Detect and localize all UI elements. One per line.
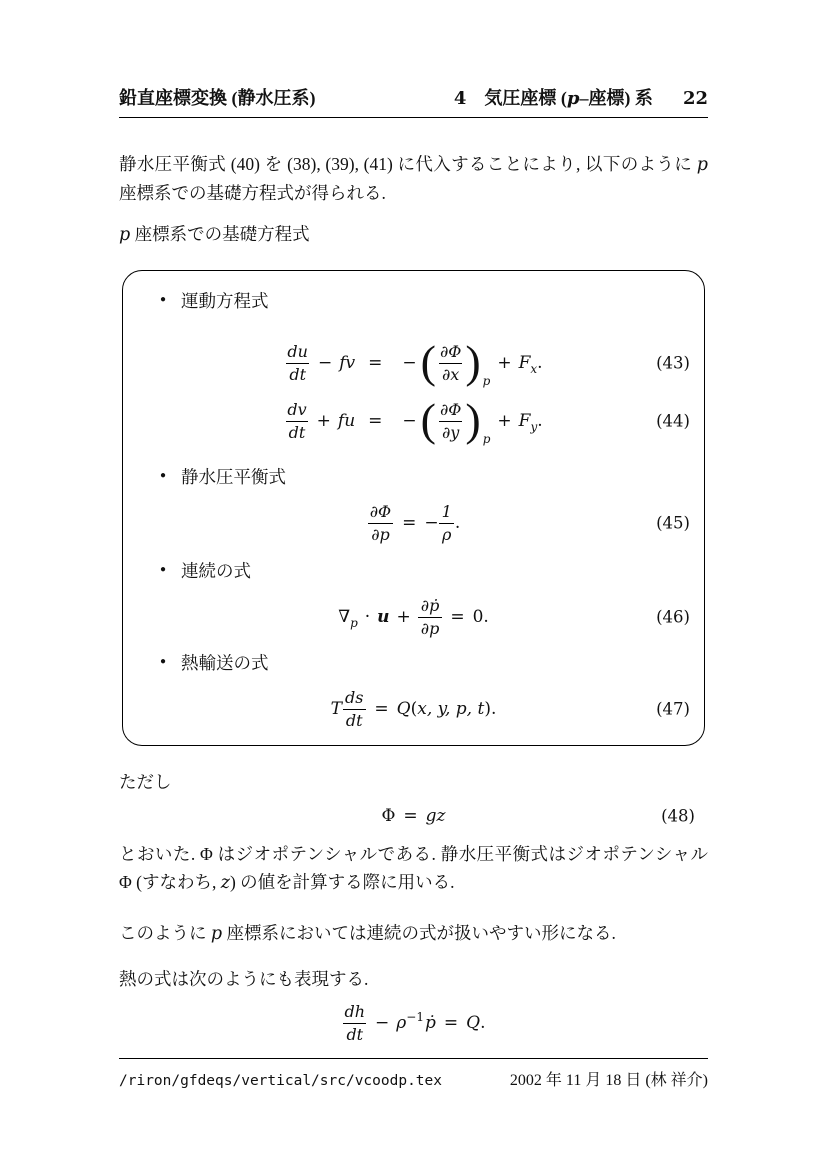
- subscript-y: y: [530, 420, 538, 434]
- bullet-label-continuity: 連続の式: [181, 560, 252, 581]
- section-title-p-italic: p: [566, 88, 580, 109]
- bullet-label-heat-transport: 熱輸送の式: [181, 652, 269, 673]
- open-paren: (: [420, 393, 436, 445]
- footer-date-author: 2002 年 11 月 18 日 (林 祥介): [509, 1072, 708, 1089]
- equation-43: [123, 335, 704, 391]
- close-paren: ): [465, 335, 481, 387]
- nabla-subscript-p: p: [350, 616, 358, 630]
- equation-46: [123, 591, 704, 643]
- period: .: [483, 607, 489, 627]
- term-Q: Q: [466, 1013, 481, 1033]
- section-title: [484, 84, 653, 110]
- open-paren: (: [410, 699, 418, 719]
- bullet-label-motion: 運動方程式: [181, 290, 269, 311]
- equation-47: [123, 685, 704, 733]
- equation-number-44: (44): [656, 411, 690, 431]
- frac-denominator: ∂p: [368, 523, 393, 545]
- fraction-ds-dt: [342, 688, 366, 731]
- term-rho: ρ: [396, 1013, 407, 1033]
- equation-number-43: (43): [656, 353, 690, 373]
- equation-heat: [119, 995, 708, 1051]
- term-pdot: ṗ: [425, 1013, 436, 1033]
- fraction-1-rho: [439, 502, 455, 545]
- equals-sign: =: [443, 1013, 459, 1033]
- plus-op: +: [396, 607, 411, 627]
- vector-u: u: [377, 607, 390, 627]
- bullet-label-hydrostatic: 静水圧平衡式: [181, 466, 287, 487]
- subheading-text: 座標系での基礎方程式: [130, 224, 310, 244]
- function-args: x, y, p, t: [417, 699, 485, 719]
- frac-denominator: dt: [343, 1023, 366, 1045]
- bullet-icon: ●: [160, 294, 167, 305]
- heat-note-paragraph: 熱の式は次のようにも表現する.: [119, 969, 369, 989]
- term-T: T: [330, 699, 342, 719]
- continuity-note-text-2: 座標系においては連続の式が扱いやすい形になる.: [222, 923, 616, 943]
- frac-denominator: ∂y: [439, 421, 462, 443]
- equation-44-body: [284, 393, 543, 446]
- frac-numerator: ds: [344, 687, 364, 707]
- equation-number-45: (45): [656, 513, 690, 533]
- page-header: [119, 84, 708, 118]
- equation-46-body: [338, 596, 489, 639]
- term-fu: fu: [337, 411, 356, 431]
- frac-numerator: ∂Φ: [439, 399, 462, 419]
- fraction-dpdot-dp: [418, 596, 443, 639]
- geopotential-text-1: とおいた. Φ はジオポテンシャルである. 静水圧平衡式はジオポテンシャル Φ (すなわち,: [119, 844, 708, 892]
- equation-43-body: [284, 335, 543, 388]
- equals-sign: =: [402, 513, 417, 533]
- equation-45-body: [367, 502, 460, 545]
- section-number: 4: [453, 88, 467, 109]
- frac-numerator: dv: [287, 399, 307, 419]
- page-footer: [119, 1058, 708, 1090]
- continuity-note-text-1: このように: [119, 923, 211, 943]
- var-p: p: [210, 924, 223, 944]
- frac-numerator: 1: [441, 501, 452, 521]
- fraction-dPhi-dx: [437, 342, 464, 385]
- paren-subscript-p: p: [482, 373, 491, 388]
- frac-denominator: dt: [286, 421, 309, 443]
- geopotential-paragraph: [119, 840, 708, 897]
- minus-op: −: [402, 353, 417, 373]
- minus-op: −: [402, 411, 417, 431]
- tadashi-text: ただし: [119, 772, 172, 792]
- frac-denominator: ρ: [439, 523, 454, 545]
- frac-numerator: dh: [344, 1001, 366, 1021]
- plus-op: +: [497, 353, 512, 373]
- equals-sign: =: [403, 806, 418, 826]
- frac-numerator: ∂ṗ: [420, 595, 440, 615]
- minus-op: −: [424, 513, 439, 533]
- frac-numerator: du: [287, 341, 308, 361]
- term-fv: fv: [339, 353, 356, 373]
- bullet-icon: ●: [160, 470, 167, 481]
- bullet-item-motion: [160, 287, 704, 313]
- geopotential-text-2: ) の値を計算する際に用いる.: [229, 872, 455, 892]
- equals-sign: =: [368, 353, 383, 373]
- term-F: F: [518, 353, 531, 373]
- close-paren: ): [465, 393, 481, 445]
- intro-var-p: p: [696, 155, 708, 175]
- minus-op: −: [375, 1013, 390, 1033]
- continuity-note-paragraph: [119, 919, 708, 948]
- equation-number-47: (47): [656, 699, 690, 719]
- equation-number-46: (46): [656, 607, 690, 627]
- equals-sign: =: [374, 699, 389, 719]
- footer-file-path: /riron/gfdeqs/vertical/src/vcoodp.tex: [119, 1073, 443, 1089]
- open-paren: (: [420, 335, 436, 387]
- term-gz: gz: [425, 806, 446, 826]
- superscript-minus-1: −1: [406, 1010, 424, 1024]
- bullet-item-heat-transport: [160, 649, 704, 675]
- period: .: [537, 411, 543, 431]
- fraction-dPhi-dy: [437, 400, 464, 443]
- intro-text-2: 座標系での基礎方程式が得られる.: [119, 183, 386, 203]
- intro-paragraph: [119, 150, 708, 207]
- paren-subscript-p: p: [482, 431, 491, 446]
- equals-sign: =: [450, 607, 465, 627]
- equation-48: [119, 798, 708, 834]
- period: .: [454, 513, 461, 533]
- equation-44: [123, 393, 704, 449]
- equals-sign: =: [368, 411, 383, 431]
- frac-denominator: ∂p: [418, 617, 443, 639]
- fraction-dPhi-dp: [367, 502, 394, 545]
- nabla-operator: ∇: [338, 607, 351, 627]
- equation-box: [122, 270, 705, 746]
- minus-op: −: [317, 353, 333, 373]
- close-paren: ): [484, 699, 491, 719]
- term-Phi: Φ: [381, 806, 396, 826]
- page-number: 22: [682, 88, 708, 109]
- var-z: z: [220, 873, 230, 893]
- term-Q: Q: [396, 699, 411, 719]
- period: .: [537, 353, 543, 373]
- equation-47-body: [331, 688, 497, 731]
- subheading-var-p: p: [119, 225, 131, 245]
- subscript-x: x: [530, 362, 538, 376]
- plus-op: +: [497, 411, 512, 431]
- frac-denominator: dt: [343, 709, 366, 731]
- bullet-item-continuity: [160, 557, 704, 583]
- header-right-title: [454, 84, 708, 110]
- header-left-title: 鉛直座標変換 (静水圧系): [119, 88, 316, 108]
- equation-heat-body: [342, 1002, 486, 1045]
- equation-number-48: (48): [661, 806, 695, 826]
- section-title-pre: 気圧座標 (: [484, 88, 567, 108]
- period: .: [490, 699, 497, 719]
- frac-denominator: dt: [286, 363, 309, 385]
- equation-45: [123, 497, 704, 549]
- plus-op: +: [316, 411, 331, 431]
- fraction-dv-dt: [284, 400, 309, 443]
- term-F: F: [518, 411, 531, 431]
- frac-denominator: ∂x: [439, 363, 462, 385]
- intro-text-1: 静水圧平衡式 (40) を (38), (39), (41) に代入することにより, 以下のように: [119, 154, 697, 174]
- subheading: [119, 220, 708, 249]
- frac-numerator: ∂Φ: [439, 341, 462, 361]
- bullet-icon: ●: [160, 564, 167, 575]
- dot-product-op: ·: [364, 607, 371, 627]
- section-title-post: –座標) 系: [579, 88, 653, 108]
- bullet-icon: ●: [160, 656, 167, 667]
- bullet-item-hydrostatic: [160, 463, 704, 489]
- period: .: [480, 1013, 486, 1033]
- fraction-du-dt: [284, 342, 311, 385]
- equation-48-body: [381, 806, 445, 826]
- fraction-dh-dt: [342, 1002, 369, 1045]
- frac-numerator: ∂Φ: [369, 501, 392, 521]
- zero-value: 0: [472, 607, 484, 627]
